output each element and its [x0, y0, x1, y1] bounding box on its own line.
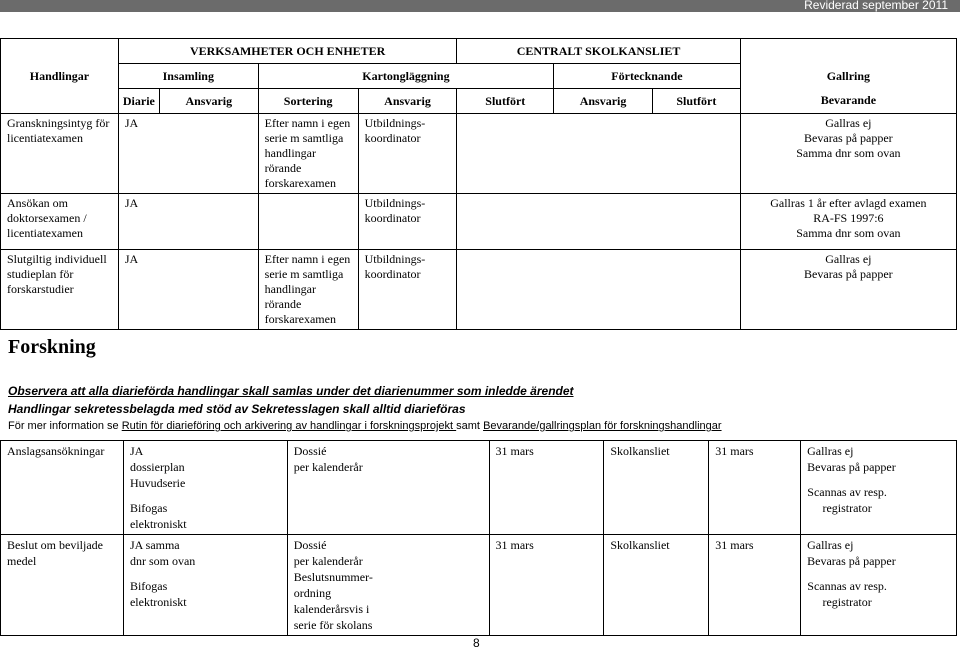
cell-handling: Granskningsintyg för licentiatexamen	[1, 114, 119, 194]
cell-sortering: Dossié per kalenderår Beslutsnummer- ordning kalenderårsvis i serie för skolans	[287, 535, 489, 636]
cell-ansvarig: Utbildnings-koordinator	[358, 250, 457, 330]
table-row	[1, 535, 957, 636]
col-handlingar: Handlingar	[1, 64, 119, 89]
table-row	[1, 250, 957, 330]
cell-sortering: Dossié per kalenderår	[287, 441, 489, 535]
diarie-bifogas: Bifogas elektroniskt	[129, 501, 187, 531]
note-more-info	[8, 420, 722, 432]
header-row-phases	[1, 64, 957, 89]
cell-handling: Beslut om beviljade medel	[1, 535, 124, 636]
cell-gallring: Gallras ej Bevaras på papper Samma dnr som ovan	[740, 114, 956, 194]
col-slutfort-2: Slutfört	[652, 89, 740, 114]
col-kartlaggning: Kartongläggning	[258, 64, 554, 89]
col-slutfort-1: Slutfört	[457, 89, 554, 114]
cell-ansvarig: Skolkansliet	[604, 441, 709, 535]
cell-sortering	[258, 194, 358, 250]
header-row-subcols	[1, 89, 957, 114]
cell-sortering: Efter namn i egen serie m samtliga handlingar rörande forskarexamen	[258, 114, 358, 194]
link-bevarandeplan[interactable]: Bevarande/gallringsplan för forskningshandlingar	[483, 420, 722, 432]
cell-diarie	[123, 535, 287, 636]
cell-gallring: Gallras ej Bevaras på papper	[740, 250, 956, 330]
cell-slutfort-1: 31 mars	[489, 441, 604, 535]
cell-slutfort-1: 31 mars	[489, 535, 604, 636]
col-forteckande: Förtecknande	[554, 64, 741, 89]
cell-slutfort-2: 31 mars	[709, 441, 801, 535]
col-bevarande: Bevarande	[740, 89, 956, 114]
note-sekretess: Handlingar sekretessbelagda med stöd av Sekretesslagen skall alltid diarieföras	[8, 402, 466, 416]
cell-diarie: JA	[118, 194, 258, 250]
col-ansvarig-3: Ansvarig	[554, 89, 653, 114]
col-diarie: Diarie	[118, 89, 159, 114]
diarie-main: JA dossierplan Huvudserie	[129, 444, 186, 490]
cell-gallring	[801, 441, 957, 535]
group-centralt: CENTRALT SKOLKANSLIET	[457, 39, 740, 64]
link-rutin-diariefoering[interactable]: Rutin för diarieföring och arkivering av handlingar i forskningsprojekt	[121, 420, 457, 432]
table-row	[1, 441, 957, 535]
cell-diarie: JA	[118, 114, 258, 194]
records-table-forskning	[0, 440, 957, 636]
cell-handling: Ansökan om doktorsexamen / licentiatexamen	[1, 194, 119, 250]
table-row	[1, 194, 957, 250]
cell-slutfort-2: 31 mars	[709, 535, 801, 636]
records-table-utbildning	[0, 38, 957, 330]
cell-gallring: Gallras 1 år efter avlagd examen RA-FS 1997:6 Samma dnr som ovan	[740, 194, 956, 250]
cell-sortering: Efter namn i egen serie m samtliga handlingar rörande forskarexamen	[258, 250, 358, 330]
gallring-main: Gallras ej Bevaras på papper	[807, 444, 896, 474]
diarie-bifogas: Bifogas elektroniskt	[129, 579, 187, 609]
col-ansvarig-2: Ansvarig	[358, 89, 457, 114]
cell-ansvarig: Skolkansliet	[604, 535, 709, 636]
top-bar	[0, 0, 960, 12]
col-ansvarig-1: Ansvarig	[159, 89, 258, 114]
cell-handling: Slutgiltig individuell studieplan för forskarstudier	[1, 250, 119, 330]
gallring-scan: Scannas av resp. registrator	[807, 579, 887, 609]
gallring-main: Gallras ej Bevaras på papper	[807, 538, 896, 568]
col-gallring: Gallring	[740, 64, 956, 89]
header-row-groups	[1, 39, 957, 64]
revision-date: Reviderad september 2011	[804, 0, 948, 12]
col-insamling: Insamling	[118, 64, 258, 89]
note-mid: samt	[456, 420, 484, 432]
table-row	[1, 114, 957, 194]
cell-diarie	[123, 441, 287, 535]
col-sortering: Sortering	[258, 89, 358, 114]
cell-ansvarig: Utbildnings-koordinator	[358, 194, 457, 250]
section-title: Forskning	[8, 336, 96, 358]
gallring-scan: Scannas av resp. registrator	[807, 485, 887, 515]
cell-ansvarig: Utbildnings-koordinator	[358, 114, 457, 194]
note-diarienummer: Observera att alla diarieförda handlingar skall samlas under det diarienummer som inledde ärendet	[8, 384, 574, 398]
diarie-main: JA samma dnr som ovan	[129, 538, 196, 568]
group-verksamheter: VERKSAMHETER OCH ENHETER	[118, 39, 457, 64]
cell-gallring	[801, 535, 957, 636]
cell-handling: Anslagsansökningar	[1, 441, 124, 535]
cell-diarie: JA	[118, 250, 258, 330]
note-prefix: För mer information se	[8, 420, 122, 432]
page-number: 8	[473, 636, 480, 650]
